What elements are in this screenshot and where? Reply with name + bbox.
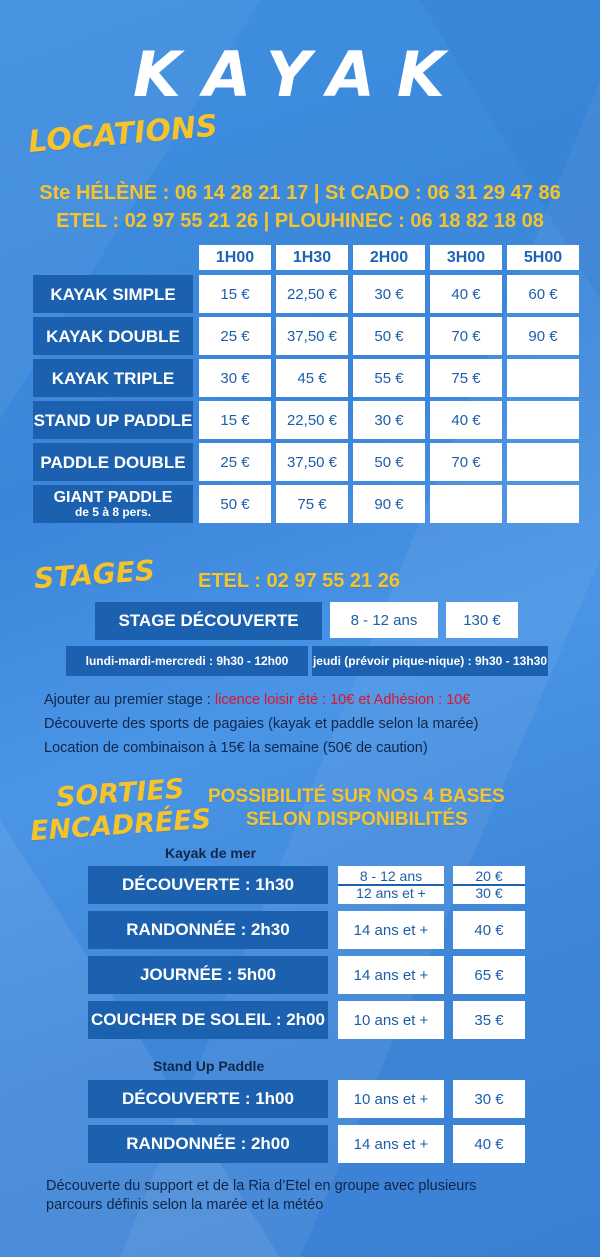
price-cell: 15 € (199, 401, 271, 439)
price-cell: 50 € (353, 443, 425, 481)
price-cell: 22,50 € (276, 275, 348, 313)
price-cell: 22,50 € (276, 401, 348, 439)
stage-decouverte-label: STAGE DÉCOUVERTE (95, 602, 322, 640)
price-cell: 75 € (430, 359, 502, 397)
sortie-age: 8 - 12 ans (359, 868, 423, 884)
stage-schedule-1: lundi-mardi-mercredi : 9h30 - 12h00 (66, 646, 308, 676)
stage-schedule-2: jeudi (prévoir pique-nique) : 9h30 - 13h30 (312, 646, 548, 676)
sortie-label: COUCHER DE SOLEIL : 2h00 (88, 1001, 328, 1039)
stage-info-2: Découverte des sports de pagaies (kayak et paddle selon la marée) (44, 716, 479, 732)
page-title: KAYAK (133, 38, 467, 111)
price-cell: 37,50 € (276, 443, 348, 481)
price-cell: 30 € (353, 275, 425, 313)
stage-info-1 (44, 692, 470, 708)
price-cell: 30 € (353, 401, 425, 439)
price-cell: 30 € (199, 359, 271, 397)
row-label-3 (33, 401, 193, 439)
stand-up-paddle-heading: Stand Up Paddle (153, 1058, 265, 1074)
row-sublabel-text: de 5 à 8 pers. (74, 505, 152, 519)
column-header-0: 1H00 (199, 245, 271, 270)
price-cell (430, 485, 502, 523)
sortie-price-split (453, 866, 525, 904)
price-cell (507, 443, 579, 481)
stages-heading: STAGES (32, 553, 157, 596)
sortie-age: 10 ans et + (338, 1080, 444, 1118)
price-cell: 15 € (199, 275, 271, 313)
sortie-age: 10 ans et + (338, 1001, 444, 1039)
price-cell: 40 € (430, 275, 502, 313)
sortie-price-2: 30 € (453, 884, 525, 901)
sortie-label: DÉCOUVERTE : 1h30 (88, 866, 328, 904)
price-cell: 50 € (199, 485, 271, 523)
price-cell: 50 € (353, 317, 425, 355)
stages-contact: ETEL : 02 97 55 21 26 (198, 570, 400, 592)
row-label-text: KAYAK DOUBLE (46, 326, 180, 346)
price-cell: 70 € (430, 443, 502, 481)
kayak-de-mer-heading: Kayak de mer (165, 845, 257, 861)
price-cell: 25 € (199, 317, 271, 355)
sortie-label: JOURNÉE : 5h00 (88, 956, 328, 994)
sortie-age: 14 ans et + (338, 1125, 444, 1163)
price-cell (507, 485, 579, 523)
row-label-0 (33, 275, 193, 313)
price-cell: 37,50 € (276, 317, 348, 355)
price-cell (507, 359, 579, 397)
footer-line-2: parcours définis selon la marée et la météo (46, 1197, 324, 1213)
sortie-age: 14 ans et + (338, 911, 444, 949)
column-header-2: 2H00 (353, 245, 425, 270)
row-label-text: KAYAK TRIPLE (51, 368, 175, 388)
sortie-age-split (338, 866, 444, 904)
price-cell: 70 € (430, 317, 502, 355)
price-cell: 90 € (507, 317, 579, 355)
locations-heading: LOCATIONS (26, 108, 220, 160)
row-label-text: PADDLE DOUBLE (40, 452, 186, 472)
price-cell: 45 € (276, 359, 348, 397)
row-label-2 (33, 359, 193, 397)
sortie-price: 30 € (453, 1080, 525, 1118)
sortie-label: RANDONNÉE : 2h00 (88, 1125, 328, 1163)
contact-line-1: Ste HÉLÈNE : 06 14 28 21 17 | St CADO : 06 31 29 47 86 (39, 182, 561, 204)
row-label-1 (33, 317, 193, 355)
sortie-label: RANDONNÉE : 2h30 (88, 911, 328, 949)
sortie-age: 14 ans et + (338, 956, 444, 994)
price-cell: 90 € (353, 485, 425, 523)
sortie-price: 20 € (475, 868, 503, 884)
price-cell: 60 € (507, 275, 579, 313)
sortie-price: 40 € (453, 1125, 525, 1163)
price-cell: 25 € (199, 443, 271, 481)
price-cell: 55 € (353, 359, 425, 397)
sorties-heading-2: ENCADRÉES (29, 803, 213, 848)
stage-info-3: Location de combinaison à 15€ la semaine (50€ de caution) (44, 740, 428, 756)
price-cell: 75 € (276, 485, 348, 523)
column-header-4: 5H00 (507, 245, 579, 270)
column-header-3: 3H00 (430, 245, 502, 270)
sorties-heading-1: SORTIES (55, 773, 186, 814)
sortie-price: 35 € (453, 1001, 525, 1039)
sortie-label: DÉCOUVERTE : 1h00 (88, 1080, 328, 1118)
row-label-4 (33, 443, 193, 481)
sortie-price: 65 € (453, 956, 525, 994)
price-cell: 40 € (430, 401, 502, 439)
stage-info-1-prefix: Ajouter au premier stage : (44, 692, 215, 708)
column-header-1: 1H30 (276, 245, 348, 270)
price-cell (507, 401, 579, 439)
stage-info-1-fees: licence loisir été : 10€ et Adhésion : 10€ (214, 692, 471, 708)
row-label-text: GIANT PADDLE (53, 489, 173, 506)
footer-line-1: Découverte du support et de la Ria d’Etel en groupe avec plusieurs (46, 1178, 477, 1194)
row-label-text: STAND UP PADDLE (33, 410, 193, 430)
sortie-age-2: 12 ans et + (338, 884, 444, 901)
sorties-note-1: POSSIBILITÉ SUR NOS 4 BASES (208, 786, 505, 807)
sortie-price: 40 € (453, 911, 525, 949)
sorties-note-2: SELON DISPONIBILITÉS (246, 809, 468, 830)
row-label-5 (33, 485, 193, 523)
contact-line-2: ETEL : 02 97 55 21 26 | PLOUHINEC : 06 18 82 18 08 (56, 210, 544, 232)
stage-age: 8 - 12 ans (330, 602, 438, 638)
stage-price: 130 € (446, 602, 518, 638)
row-label-text: KAYAK SIMPLE (50, 284, 176, 304)
